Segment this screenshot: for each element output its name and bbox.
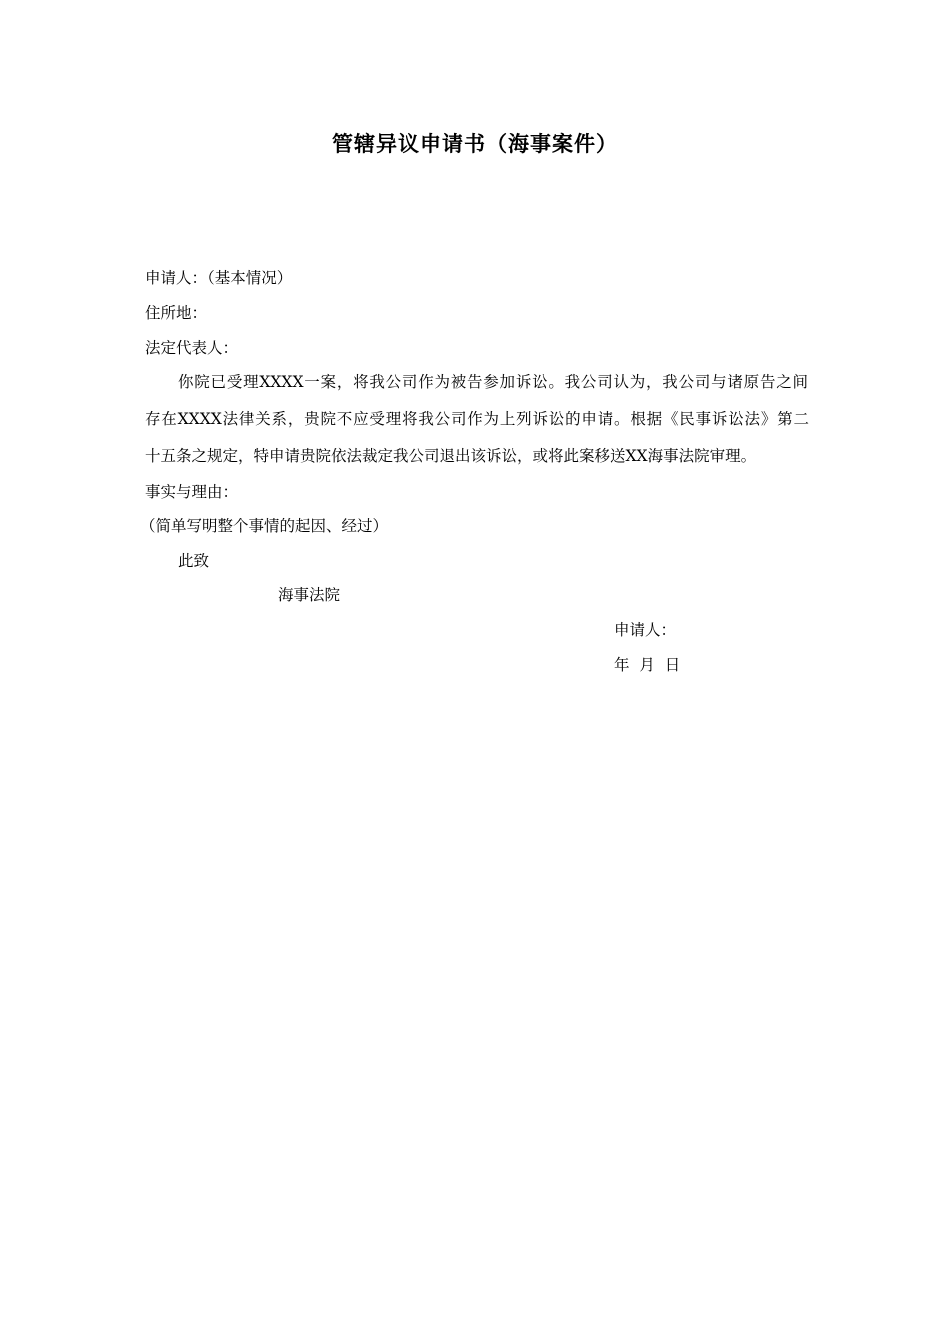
body-paragraph-line-3: 十五条之规定，特申请贵院依法裁定我公司退出该诉讼，或将此案移送XX海事法院审理。	[145, 447, 757, 465]
signature-date: 年 月 日	[614, 656, 681, 674]
body-line-2-text: 存在XXXX法律关系，贵院不应受理将我公司作为上列诉讼的申请。根据《民事诉讼法》第二	[145, 410, 809, 428]
legal-representative-field: 法定代表人：	[145, 339, 239, 357]
body-paragraph-line-2	[145, 409, 809, 429]
facts-hint: （简单写明整个事情的起因、经过）	[140, 517, 389, 535]
document-title: 管辖异议申请书（海事案件）	[332, 132, 618, 156]
facts-heading: 事实与理由：	[145, 483, 239, 501]
signature-applicant: 申请人：	[614, 621, 677, 639]
body-line-1-text: 你院已受理XXXX一案，将我公司作为被告参加诉讼。我公司认为，我公司与诸原告之间	[178, 373, 808, 391]
recipient-court: 海事法院	[278, 586, 341, 604]
applicant-field: 申请人：（基本情况）	[145, 269, 293, 287]
closing-salutation: 此致	[178, 552, 210, 570]
address-field: 住所地：	[145, 304, 208, 322]
body-paragraph-line-1	[178, 372, 808, 392]
